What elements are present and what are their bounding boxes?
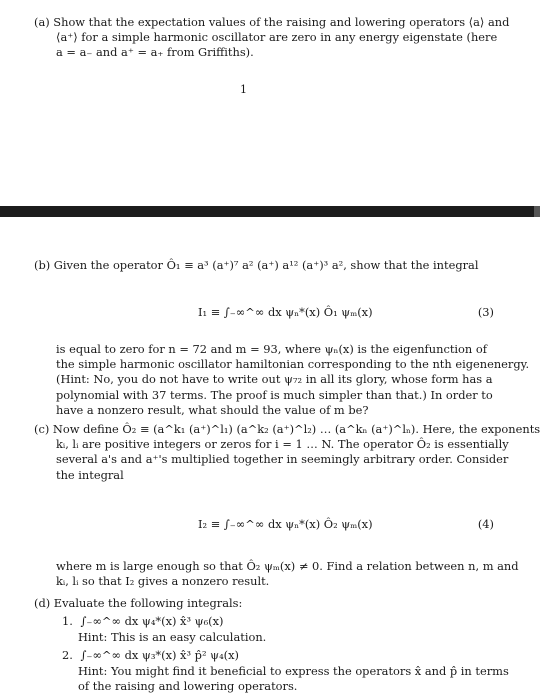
part-a-line: a = a₋ and a⁺ = a₊ from Griffiths).	[56, 45, 254, 60]
part-c-after-line: kᵢ, lᵢ so that I₂ gives a nonzero result.	[56, 574, 270, 589]
part-c-line: (c) Now define Ô₂ ≡ (a^k₁ (a⁺)^l₁) (a^k₂ (a⁺)^l₂) … (a^kₙ (a⁺)^lₙ). Here, the exponents	[34, 422, 540, 436]
hint-2	[78, 664, 509, 694]
part-a-line: (a) Show that the expectation values of the raising and lowering operators ⟨a⟩ and	[34, 15, 510, 29]
integral-expression: ∫₋∞^∞ dx ψ₃*(x) x̂³ p̂² ψ₄(x)	[80, 648, 239, 662]
part-b-line: is equal to zero for n = 72 and m = 93, where ψₙ(x) is the eigenfunction of	[56, 342, 487, 356]
equation-3: I₁ ≡ ∫₋∞^∞ dx ψₙ*(x) Ô₁ ψₘ(x)	[198, 305, 373, 319]
part-b-text	[56, 342, 530, 418]
integral-item-2	[62, 648, 239, 663]
page-divider	[0, 206, 540, 217]
part-c-line: several a's and a⁺'s multiplied together in seemingly arbitrary order. Consider	[56, 452, 509, 467]
part-a-text	[34, 15, 510, 61]
page-number: 1	[240, 83, 247, 96]
hint-2-line: of the raising and lowering operators.	[78, 679, 298, 694]
part-a-line: ⟨a⁺⟩ for a simple harmonic oscillator are zero in any energy eigenstate (here	[56, 30, 498, 45]
page-divider-edge	[534, 206, 540, 217]
part-c-after-line: where m is large enough so that Ô₂ ψₘ(x) ≠ 0. Find a relation between n, m and	[56, 559, 519, 573]
item-number: 2.	[62, 648, 73, 662]
part-c-text	[34, 422, 540, 483]
part-c-after-text	[56, 559, 519, 589]
part-b-intro: (b) Given the operator Ô₁ ≡ a³ (a⁺)⁷ a² (a⁺) a¹² (a⁺)³ a², show that the integral	[34, 258, 479, 272]
part-d-intro: (d) Evaluate the following integrals:	[34, 596, 243, 610]
part-b-line: polynomial with 37 terms. The proof is much simpler than that.) In order to	[56, 387, 493, 402]
item-number: 1.	[62, 614, 73, 628]
equation-4: I₂ ≡ ∫₋∞^∞ dx ψₙ*(x) Ô₂ ψₘ(x)	[198, 517, 373, 531]
part-b-line: the simple harmonic oscillator hamiltonian corresponding to the nth eigenenergy.	[56, 357, 530, 372]
hint-1: Hint: This is an easy calculation.	[78, 630, 267, 644]
integral-expression: ∫₋∞^∞ dx ψ₄*(x) x̂³ ψ₆(x)	[80, 614, 224, 628]
hint-2-line: Hint: You might find it beneficial to express the operators x̂ and p̂ in terms	[78, 664, 509, 678]
part-b-line: have a nonzero result, what should the value of m be?	[56, 402, 369, 417]
part-c-line: kᵢ, lᵢ are positive integers or zeros for i = 1 … N. The operator Ô₂ is essentially	[56, 437, 509, 452]
equation-4-number: (4)	[477, 517, 494, 531]
equation-3-number: (3)	[477, 305, 494, 319]
part-b-line: (Hint: No, you do not have to write out ψ₇₂ in all its glory, whose form has a	[56, 372, 493, 387]
part-c-line: the integral	[56, 467, 124, 482]
integral-item-1	[62, 614, 223, 629]
